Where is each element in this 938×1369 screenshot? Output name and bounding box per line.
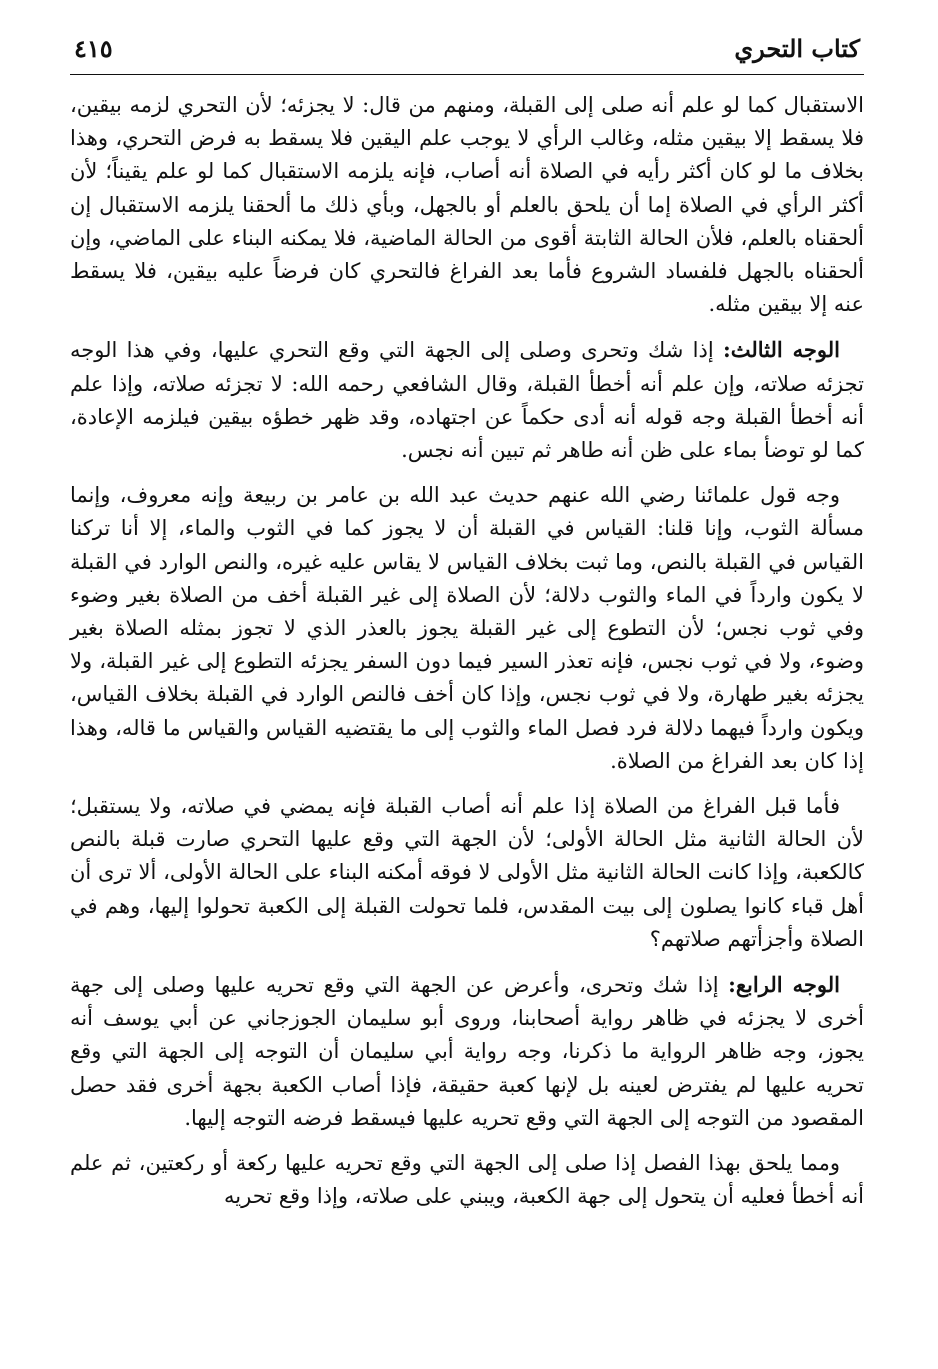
paragraph-4-text: فأما قبل الفراغ من الصلاة إذا علم أنه أصاب القبلة فإنه يمضي في صلاته، ولا يستقبل؛ لأن الحالة الثانية مثل الحالة الأولى؛ لأن الجهة التي وقع عليها التحري صارت قبلة بالنص كالكعبة، وإذا كانت الحالة الثانية مثل الأولى لا فوقه أمكنه البناء على الحالة الأولى، ألا ترى أن أهل قباء كانوا يصلون إلى بيت المقدس، فلما تحولت القبلة إلى الكعبة تحولوا إليها، وهم في الصلاة وأجزأتهم صلاتهم؟ [70,794,864,951]
book-page [70,28,864,1226]
paragraph-3-text: وجه قول علمائنا رضي الله عنهم حديث عبد الله بن عامر بن ربيعة وإنه معروف، وإنما مسألة الثوب، وإنا قلنا: القياس في القبلة أن لا يجوز كما في الثوب والماء، إلا أنا تركنا القياس في القبلة بالنص، وما ثبت بخلاف القياس لا يقاس عليه غيره، والنص الوارد في القبلة لا يكون وارداً في الماء والثوب دلالة؛ لأن الصلاة إلى غير القبلة أخف من الصلاة بغير وضوء وفي ثوب نجس؛ لأن التطوع إلى غير القبلة يجوز بالعذر الذي لا تجوز بمثله الصلاة بغير وضوء، ولا في ثوب نجس، فإنه تعذر السير فيما دون السفر يجزئه التطوع إلى غير القبلة، ولا يجزئه بغير طهارة، ولا في ثوب نجس، وإذا كان أخف فالنص الوارد في القبلة بخلاف القياس، ويكون وارداً فيهما دلالة فرد فصل الماء والثوب إلى ما يقتضيه القياس والقياس ما قاله، وهذا إذا كان بعد الفراغ من الصلاة. [70,483,864,773]
paragraph-4 [70,790,864,956]
page-number: ٤١٥ [74,34,113,63]
paragraph-2-text: إذا شك وتحرى وصلى إلى الجهة التي وقع التحري عليها، وفي هذا الوجه تجزئه صلاته، وإن علم أنه أخطأ القبلة، وقال الشافعي رحمه الله: لا تجزئه صلاته، وإذا علم أنه أخطأ القبلة وجه قوله أنه أدى حكماً عن اجتهاده، وقد ظهر خطؤه بيقين فيلزمه الإعادة، كما لو توضأ بماء على ظن أنه طاهر ثم تبين أنه نجس. [70,338,864,463]
paragraph-1 [70,89,864,321]
paragraph-5-text: إذا شك وتحرى، وأعرض عن الجهة التي وقع تحريه عليها وصلى إلى جهة أخرى لا يجزئه في ظاهر رواية أصحابنا، وروى أبو سليمان الجوزجاني عن أبي يوسف أنه يجوز، وجه ظاهر الرواية ما ذكرنا، وجه رواية أبي سليمان أن التوجه إلى الجهة التي وقع تحريه عليها لم يفترض لعينه بل لإنها كعبة حقيقة، فإذا أصاب الكعبة بجهة أخرى فقد حصل المقصود من التوجه إلى الجهة التي وقع تحريه عليها فيسقط فرضه التوجه إليها. [70,973,864,1130]
page-body [70,89,864,1214]
header-rule [70,74,864,75]
paragraph-2 [70,333,864,467]
paragraph-5 [70,968,864,1135]
paragraph-3 [70,479,864,778]
paragraph-6-text: ومما يلحق بهذا الفصل إذا صلى إلى الجهة التي وقع تحريه عليها ركعة أو ركعتين، ثم علم أنه أخطأ فعليه أن يتحول إلى جهة الكعبة، ويبني على صلاته، وإذا وقع تحريه [70,1151,864,1209]
running-header [70,28,864,64]
paragraph-1-text: الاستقبال كما لو علم أنه صلى إلى القبلة، ومنهم من قال: لا يجزئه؛ لأن التحري لزمه بيقين، فلا يسقط إلا بيقين مثله، وغالب الرأي لا يوجب علم اليقين فلا يسقط به فرض التحري، وهذا بخلاف ما لو كان أكثر رأيه في الصلاة أنه أصاب، فإنه يلزمه الاستقبال كما لو علم يقيناً؛ لأن أكثر الرأي في الصلاة إما أن يلحق بالعلم أو بالجهل، وبأي ذلك ما ألحقنا يلزمه الاستقبال إن ألحقناه بالعلم، فلأن الحالة الثابتة أقوى من الحالة الماضية، فلا يمكنه البناء على الماضي، وإن ألحقناه بالجهل فلفساد الشروع فأما بعد الفراغ فالتحري كان فرضاً عليه بيقين، فلا يسقط عنه إلا بيقين مثله. [70,93,864,317]
paragraph-6 [70,1147,864,1213]
book-title: كتاب التحري [734,34,860,63]
section-heading-third-case: الوجه الثالث: [722,337,840,363]
section-heading-fourth-case: الوجه الرابع: [728,972,840,998]
